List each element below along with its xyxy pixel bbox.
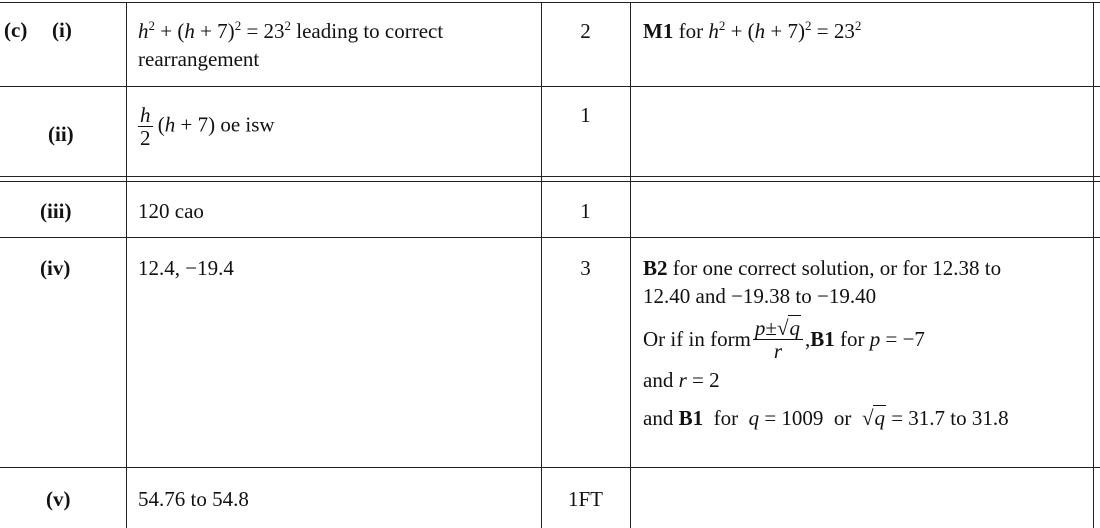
notes-text: = 2 [686, 368, 720, 392]
answer-exp: 2 [284, 18, 292, 33]
notes-var: p [869, 327, 881, 351]
notes-text: + ( [725, 19, 755, 43]
notes-var: q [748, 406, 760, 430]
answer-cell: 120 cao [138, 199, 204, 223]
fraction [138, 104, 153, 149]
answer-cell: 12.4, −19.4 [138, 256, 234, 280]
mark-code: B1 [678, 406, 704, 430]
row-divider [0, 86, 1100, 87]
fraction [753, 317, 803, 362]
answer-text: = 23 [241, 19, 285, 43]
fraction-denominator: 2 [140, 126, 151, 150]
notes-var: h [708, 19, 719, 43]
notes-line: 12.40 and −19.38 to −19.40 [643, 284, 877, 308]
notes-text: for [703, 406, 749, 430]
table-border-top [0, 2, 1100, 3]
notes-line [643, 366, 1088, 394]
notes-text: for one correct solution, or for 12.38 to [667, 256, 1002, 280]
notes-exp: 2 [718, 18, 726, 33]
answer-text: leading to correct rearrangement [138, 19, 444, 71]
column-divider [126, 2, 127, 528]
notes-text: = 1009 or [759, 406, 862, 430]
notes-exp: 2 [854, 18, 862, 33]
answer-exp: 2 [148, 18, 155, 33]
question-subpart-label: (ii) [48, 122, 74, 146]
answer-cell [138, 104, 533, 149]
question-subpart-label: (i) [52, 18, 72, 42]
row-divider [0, 176, 1100, 177]
notes-text: + 7) [765, 19, 806, 43]
fraction-denominator: r [773, 338, 783, 363]
notes-line: and B1 for q = 1009 or √q = 31.7 to 31.8 [643, 406, 1009, 430]
mark-code: M1 [643, 19, 674, 43]
notes-text: and [643, 368, 679, 392]
notes-cell [643, 254, 1088, 432]
notes-var: h [754, 19, 766, 43]
answer-cell [138, 17, 533, 73]
mark-code: B1 [810, 327, 835, 351]
notes-line [643, 316, 1088, 362]
fraction-numerator: p±√q [753, 317, 803, 340]
notes-var: r [678, 368, 687, 392]
column-divider [630, 2, 631, 528]
answer-text: ( [152, 112, 165, 137]
question-subpart-label: (v) [46, 487, 71, 511]
mark-cell: 2 [580, 19, 591, 43]
mark-cell: 3 [580, 256, 591, 280]
mark-cell: 1FT [567, 487, 603, 511]
answer-exp: 2 [234, 18, 242, 33]
answer-var: h [164, 112, 176, 137]
answer-var: h [184, 19, 195, 43]
answer-text: + ( [155, 19, 185, 43]
fraction-numerator: h [140, 103, 151, 127]
notes-text: Or if in form [643, 327, 751, 351]
row-divider [0, 467, 1100, 468]
question-subpart-label: (iii) [40, 199, 72, 223]
answer-var: h [138, 19, 149, 43]
question-part-label: (c) [4, 18, 28, 42]
notes-text: for [834, 327, 870, 351]
notes-var: q [874, 406, 885, 430]
row-divider [0, 181, 1100, 182]
mark-code: B2 [643, 256, 668, 280]
notes-text: and [643, 406, 679, 430]
notes-text: = 31.7 to 31.8 [885, 406, 1009, 430]
mark-cell: 1 [580, 199, 591, 223]
question-subpart-label: (iv) [40, 256, 71, 280]
row-divider [0, 237, 1100, 238]
notes-text: = 23 [811, 19, 855, 43]
notes-line [643, 254, 1088, 282]
column-divider [1093, 2, 1094, 528]
notes-text: = −7 [880, 327, 925, 351]
notes-exp: 2 [805, 18, 812, 33]
answer-cell: 54.76 to 54.8 [138, 487, 249, 511]
answer-text: + 7) oe isw [175, 112, 275, 137]
notes-text: , [804, 327, 811, 351]
notes-text: for [673, 19, 709, 43]
mark-cell: 1 [580, 103, 591, 127]
answer-text: + 7) [194, 19, 235, 43]
notes-cell [643, 17, 1088, 45]
